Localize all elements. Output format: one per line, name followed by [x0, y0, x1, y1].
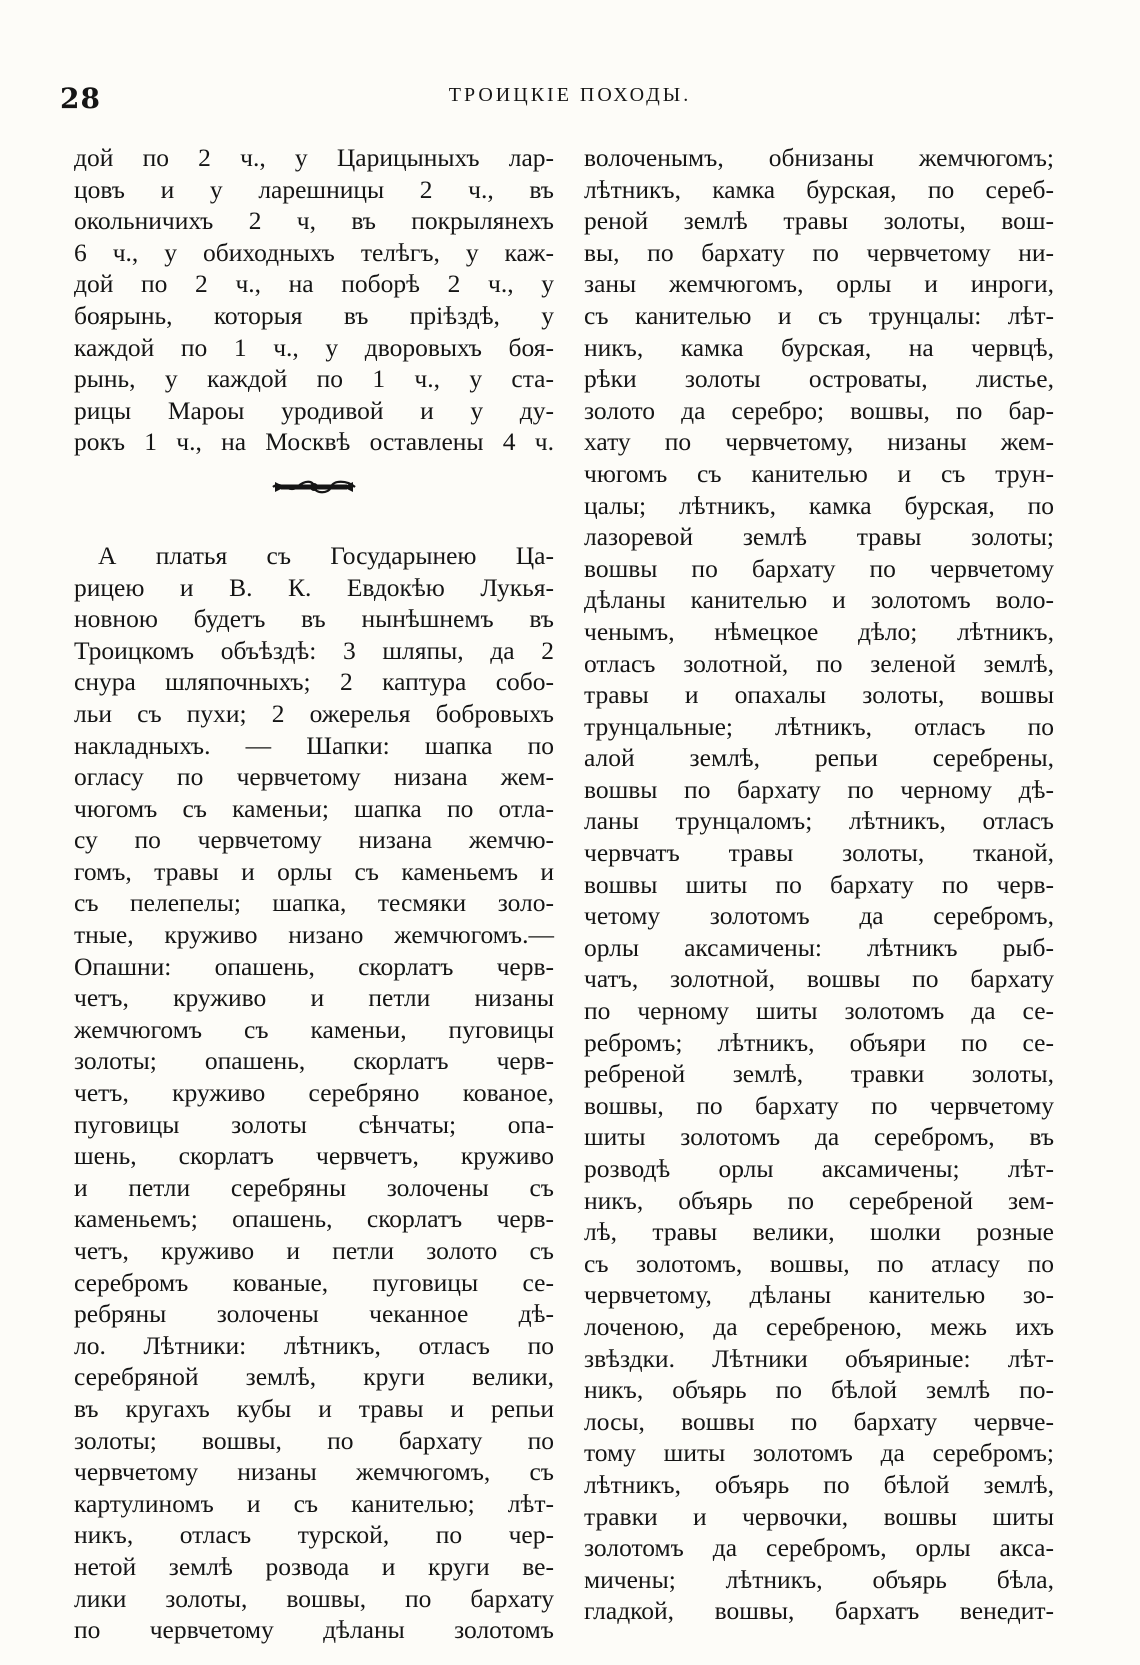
text-line: тные, круживо низано жемчюгомъ.—	[74, 920, 554, 950]
text-line: ланы трунцаломъ; лѣтникъ, отласъ	[584, 806, 1054, 836]
text-line: четому золотомъ да серебромъ,	[584, 901, 1054, 931]
text-line: пуговицы золоты сѣнчаты; опа-	[74, 1109, 554, 1139]
right-column	[584, 142, 1054, 1627]
text-line: вошвы по бархату по червчетому	[584, 553, 1054, 583]
decorative-divider-icon	[74, 464, 554, 510]
text-line: розводѣ орлы аксамичены; лѣт-	[584, 1154, 1054, 1183]
paragraph-1	[74, 142, 554, 458]
text-line: цалы; лѣтникъ, камка бурская, по	[584, 490, 1054, 520]
text-line: лики золоты, вошвы, по бархату	[74, 1583, 554, 1613]
text-line: золоты; опашень, скорлатъ черв-	[74, 1046, 554, 1076]
text-line: жемчюгомъ съ каменьи, пуговицы	[74, 1014, 554, 1044]
paragraph-3	[584, 142, 1054, 1627]
text-line: четъ, круживо и петли золото съ	[74, 1236, 554, 1265]
text-line: по червчетому дѣланы золотомъ	[74, 1615, 554, 1645]
text-line: золоты; вошвы, по бархату по	[74, 1425, 554, 1455]
text-line: лѣтникъ, камка бурская, по сереб-	[584, 174, 1054, 204]
text-line: червчатъ травы золоты, тканой,	[584, 838, 1054, 868]
text-line: звѣздки. Лѣтники объяриные: лѣт-	[584, 1343, 1054, 1373]
text-line: чюгомъ съ каменьи; шапка по отла-	[74, 793, 554, 823]
text-line: лосы, вошвы по бархату червче-	[584, 1406, 1054, 1436]
text-line: накладныхъ. — Шапки: шапка по	[74, 730, 554, 760]
page-number: 28	[60, 82, 101, 115]
text-line: ребромъ; лѣтникъ, объяри по се-	[584, 1027, 1054, 1057]
text-line: нетой землѣ розвода и круги ве-	[74, 1551, 554, 1581]
left-column	[74, 142, 554, 1646]
text-line: волоченымъ, обнизаны жемчюгомъ;	[584, 143, 1054, 172]
text-line: никъ, объярь по серебреной зем-	[584, 1185, 1054, 1215]
paragraph-2	[74, 540, 554, 1646]
text-line: четъ, круживо серебряно кованое,	[74, 1078, 554, 1108]
text-line: шиты золотомъ да серебромъ, въ	[584, 1122, 1054, 1152]
text-line: и петли серебряны золочены съ	[74, 1172, 554, 1202]
text-line: ченымъ, нѣмецкое дѣло; лѣтникъ,	[584, 616, 1054, 646]
text-line: алой землѣ, репьи серебрены,	[584, 743, 1054, 773]
text-line: Троицкомъ объѣздѣ: 3 шляпы, да 2	[74, 635, 554, 665]
text-line: мичены; лѣтникъ, объярь бѣла,	[584, 1564, 1054, 1594]
running-title: ТРОИЦКІЕ ПОХОДЫ.	[448, 84, 692, 106]
text-line: четъ, круживо и петли низаны	[74, 983, 554, 1013]
text-line: боярынь, которыя въ пріѣздѣ, у	[74, 300, 554, 330]
text-line: тому шиты золотомъ да серебромъ;	[584, 1438, 1054, 1468]
text-line: травы и опахалы золоты, вошвы	[584, 680, 1054, 710]
text-line: травки и червочки, вошвы шиты	[584, 1501, 1054, 1531]
text-line: чатъ, золотной, вошвы по бархату	[584, 964, 1054, 994]
text-line: каждой по 1 ч., у дворовыхъ боя-	[74, 332, 554, 362]
text-line: огласу по червчетому низана жем-	[74, 762, 554, 792]
text-line: съ золотомъ, вошвы, по атласу по	[584, 1248, 1054, 1278]
text-line: съ пелепелы; шапка, тесмяки золо-	[74, 888, 554, 918]
text-line: отласъ золотной, по зеленой землѣ,	[584, 648, 1054, 678]
text-line: дой по 2 ч., у Царицыныхъ лар-	[74, 143, 554, 172]
text-line: лоченою, да серебреною, межь ихъ	[584, 1311, 1054, 1341]
text-line: золото да серебро; вошвы, по бар-	[584, 395, 1054, 425]
text-line: окольничихъ 2 ч, въ покрылянехъ	[74, 206, 554, 236]
text-line: ребреной землѣ, травки золоты,	[584, 1059, 1054, 1089]
text-line: гладкой, вошвы, бархатъ венедит-	[584, 1596, 1054, 1626]
text-line: никъ, отласъ турской, по чер-	[74, 1520, 554, 1550]
text-line: каменьемъ; опашень, скорлатъ черв-	[74, 1204, 554, 1234]
text-line: рицы Мароы уродивой и у ду-	[74, 395, 554, 425]
text-line: золотомъ да серебромъ, орлы акса-	[584, 1533, 1054, 1563]
text-line: рокъ 1 ч., на Москвѣ оставлены 4 ч.	[74, 427, 554, 457]
text-line: рѣки золоты островаты, листье,	[584, 364, 1054, 394]
text-line: 6 ч., у обиходныхъ телѣгъ, у каж-	[74, 237, 554, 267]
text-line: цовъ и у ларешницы 2 ч., въ	[74, 174, 554, 204]
text-line: по черному шиты золотомъ да се-	[584, 996, 1054, 1026]
text-line: су по червчетому низана жемчю-	[74, 825, 554, 855]
text-line: въ кругахъ кубы и травы и репьи	[74, 1393, 554, 1423]
text-line: никъ, объярь по бѣлой землѣ по-	[584, 1375, 1054, 1405]
text-line: никъ, камка бурская, на червцѣ,	[584, 332, 1054, 362]
text-line: картулиномъ и съ канителью; лѣт-	[74, 1488, 554, 1518]
text-line: серебромъ кованые, пуговицы се-	[74, 1267, 554, 1297]
text-line: дѣланы канителью и золотомъ воло-	[584, 585, 1054, 615]
text-line: новною будетъ въ нынѣшнемъ въ	[74, 604, 554, 634]
text-line: вошвы по бархату по черному дѣ-	[584, 774, 1054, 804]
text-line: чюгомъ съ канителью и съ трун-	[584, 458, 1054, 488]
text-line: вы, по бархату по червчетому ни-	[584, 237, 1054, 267]
text-line: орлы аксамичены: лѣтникъ рыб-	[584, 932, 1054, 962]
text-line: Опашни: опашень, скорлатъ черв-	[74, 951, 554, 981]
text-line: червчетому, дѣланы канителью зо-	[584, 1280, 1054, 1310]
text-line: рицею и В. К. Евдокѣю Лукья-	[74, 572, 554, 602]
text-line: вошвы шиты по бархату по черв-	[584, 869, 1054, 899]
text-line: льи съ пухи; 2 ожерелья бобровыхъ	[74, 698, 554, 728]
text-line: снура шляпочныхъ; 2 каптура собо-	[74, 667, 554, 697]
text-line: лѣ, травы велики, шолки розные	[584, 1217, 1054, 1247]
text-line: рынь, у каждой по 1 ч., у ста-	[74, 364, 554, 394]
text-line: вошвы, по бархату по червчетому	[584, 1090, 1054, 1120]
text-line: заны жемчюгомъ, орлы и инроги,	[584, 269, 1054, 299]
text-line: червчетому низаны жемчюгомъ, съ	[74, 1457, 554, 1487]
text-line: гомъ, травы и орлы съ каменьемъ и	[74, 856, 554, 886]
text-line: серебряной землѣ, круги велики,	[74, 1362, 554, 1392]
text-line: реной землѣ травы золоты, вош-	[584, 206, 1054, 236]
text-line: лѣтникъ, объярь по бѣлой землѣ,	[584, 1469, 1054, 1499]
text-line: лазоревой землѣ травы золоты;	[584, 522, 1054, 552]
text-line: дой по 2 ч., на поборѣ 2 ч., у	[74, 269, 554, 299]
text-line: хату по червчетому, низаны жем-	[584, 427, 1054, 457]
text-line: съ канителью и съ трунцалы: лѣт-	[584, 300, 1054, 330]
text-line: А платья съ Государынею Ца-	[98, 540, 554, 570]
text-line: ло. Лѣтники: лѣтникъ, отласъ по	[74, 1330, 554, 1360]
text-line: ребряны золочены чеканное дѣ-	[74, 1299, 554, 1329]
text-line: трунцальные; лѣтникъ, отласъ по	[584, 711, 1054, 741]
text-line: шень, скорлатъ червчетъ, круживо	[74, 1141, 554, 1171]
